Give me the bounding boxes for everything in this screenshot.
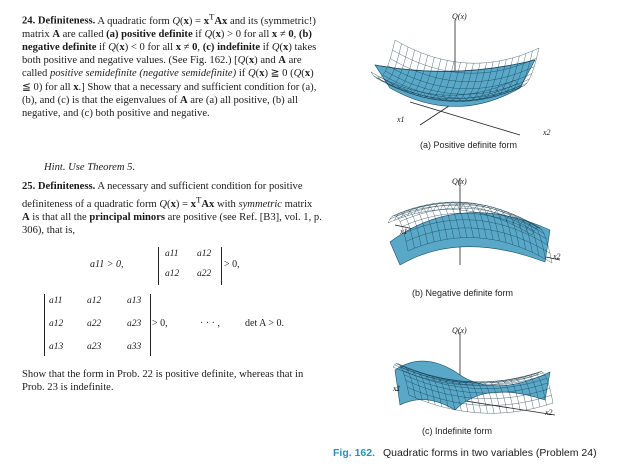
det-a: det A > 0. xyxy=(245,318,284,329)
minor-3-rhs: > 0, xyxy=(152,318,168,329)
problem-25-closing: Show that the form in Prob. 22 is positive definite, whereas that in Prob. 23 is indefinite. xyxy=(22,369,304,394)
minor-3-det: a11 a12 a13 a12 a22 a23 a13 a23 a33 xyxy=(44,294,151,356)
mesh-line xyxy=(395,40,539,63)
figure-c-x1: x1 xyxy=(393,384,401,393)
problem-24-title: Definiteness. xyxy=(37,15,96,27)
figure-162-label: Fig. 162. xyxy=(333,447,376,459)
problem-24 xyxy=(22,10,322,120)
figure-c-caption: (c) Indefinite form xyxy=(422,426,493,436)
problem-24-text: A quadratic form $Q(x) = x^TAx$ and its (symmetric!) matrix A are called (a) positive definite if Q(x) > 0 for all x ≠ 0, (b) negative definite if Q(x) < 0 for all x ≠ 0, (c) indefinite if Q(x) takes both positive and negative values. (See Fig. 162.) [Q(x) and A are called positive semidefinite (negative semidefinite) if Q(x) ≧ 0 (Q(x) ≦ 0) for all x.] Show that a necessary and sufficient condition for (a), (b), and (c) is that the eigenvalues of A are (a) all positive, (b) all negative, and (c) both positive and negative. xyxy=(22,11,317,119)
figure-b-q-label: Q(x) xyxy=(452,177,467,186)
problem-24-number: 24. xyxy=(22,15,36,27)
figure-b-x2: x2 xyxy=(553,252,561,261)
figure-a-caption: (a) Positive definite form xyxy=(420,140,518,150)
figure-a-plot xyxy=(360,10,550,145)
problem-24-hint: Hint. Use Theorem 5. xyxy=(44,162,136,173)
problem-25-title: Definiteness. xyxy=(37,181,96,192)
minor-1: a11 > 0, xyxy=(90,259,124,270)
figure-c-x2: x2 xyxy=(545,408,553,417)
figure-a-x1: x1 xyxy=(397,115,405,124)
figure-162-text: Quadratic forms in two variables (Problem 24) xyxy=(383,447,597,459)
figure-b-x1: x1 xyxy=(400,227,408,236)
figure-a-q-label: Q(x) xyxy=(452,12,467,21)
figure-a-x2: x2 xyxy=(543,128,551,137)
minor-2-rhs: > 0, xyxy=(224,259,240,270)
figure-b-plot xyxy=(385,170,565,285)
minor-2-det: a11 a12 a12 a22 xyxy=(158,247,222,285)
problem-25-number: 25. xyxy=(22,181,36,192)
figure-c-q-label: Q(x) xyxy=(452,326,467,335)
minor-dots: · · · , xyxy=(200,318,220,329)
figure-162-caption xyxy=(333,447,597,459)
problem-25 xyxy=(22,180,322,237)
figure-c-plot xyxy=(385,320,565,420)
figure-b-caption: (b) Negative definite form xyxy=(412,288,514,298)
problem-25-text: A necessary and sufficient condition for positive definiteness of a quadratic form $Q(x) = x^TAx$ with symmetric matrix A is that all the principal minors are positive (see Ref. [B3], vol. 1, p. 306), that is, xyxy=(22,181,322,237)
